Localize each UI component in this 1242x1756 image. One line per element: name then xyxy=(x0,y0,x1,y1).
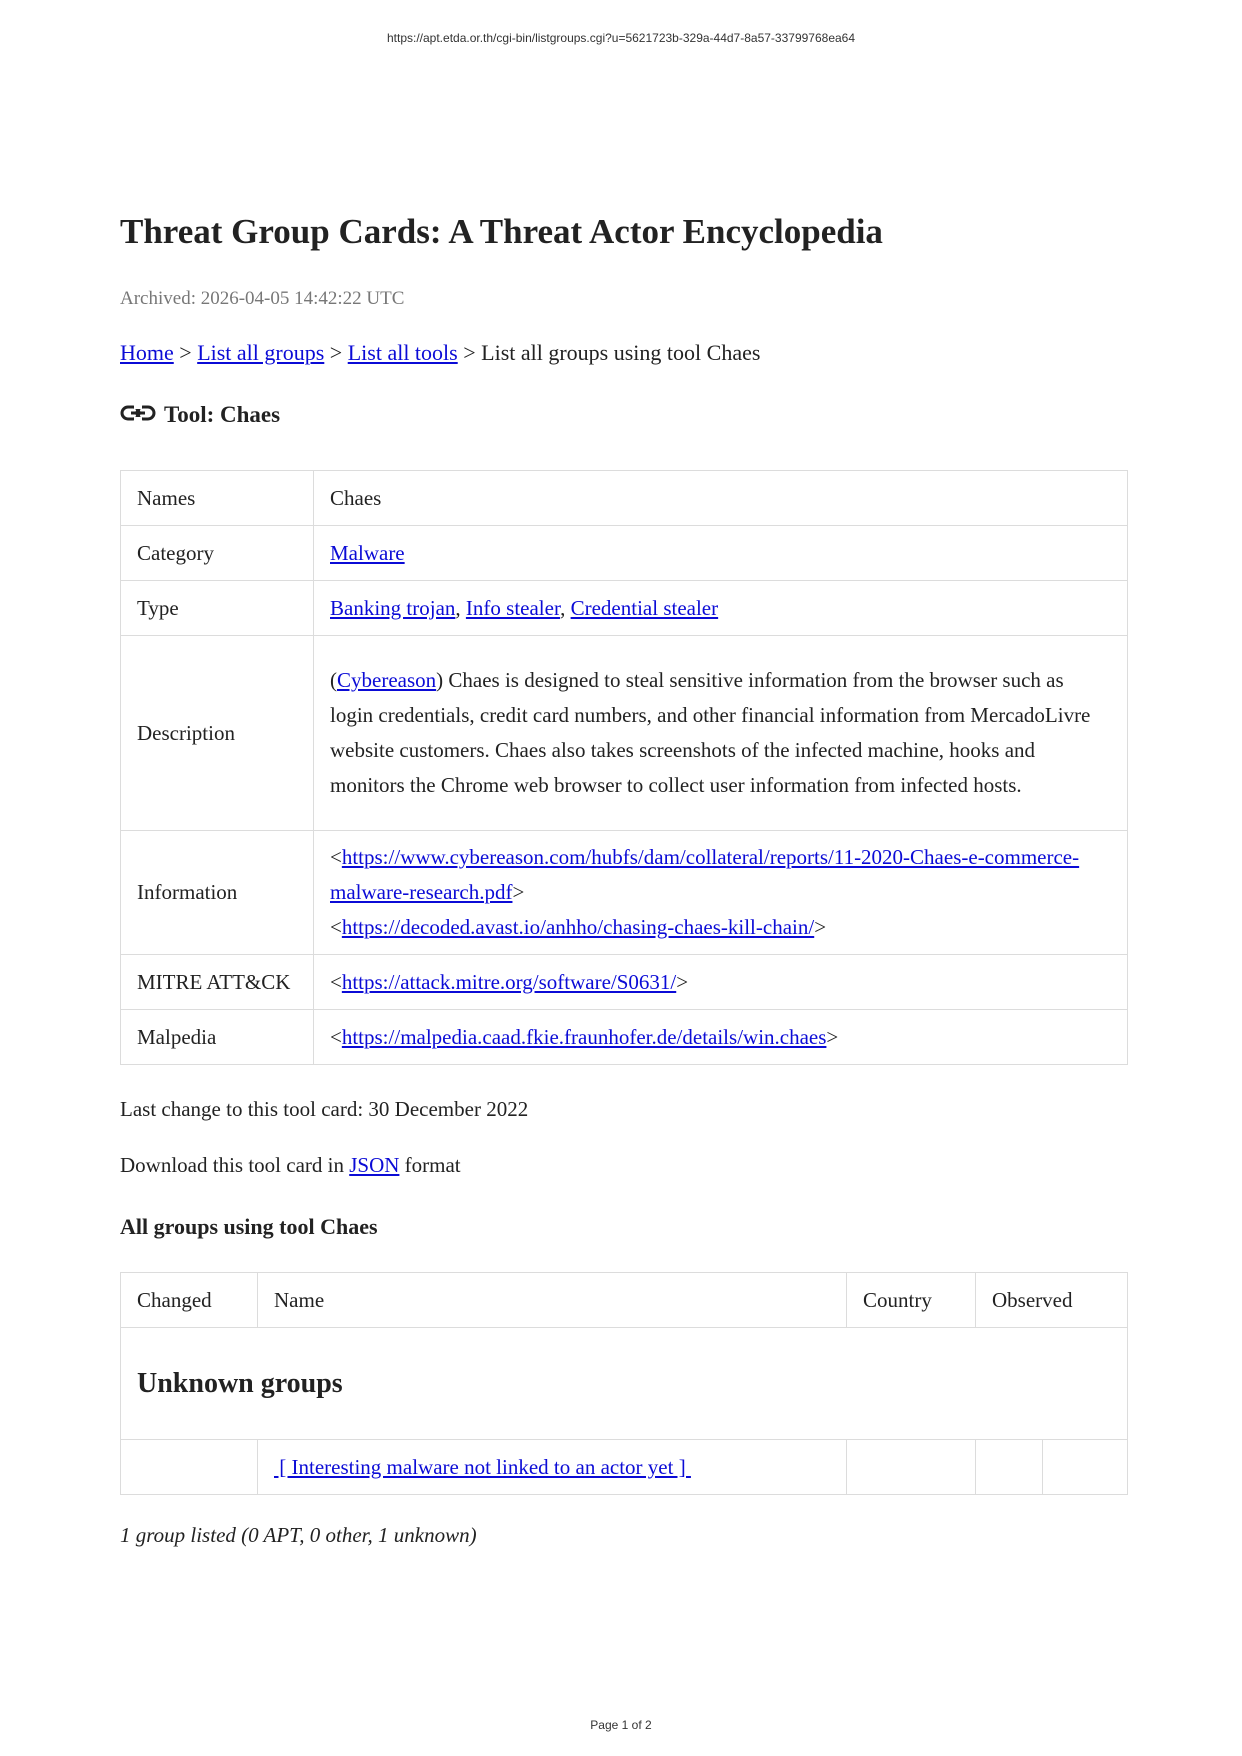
type-label: Type xyxy=(121,581,314,636)
category-value xyxy=(314,526,1128,581)
page-number-footer: Page 1 of 2 xyxy=(590,1718,652,1732)
table-row xyxy=(121,636,1128,831)
row-extra-cell xyxy=(1043,1440,1128,1495)
description-text: ) Chaes is designed to steal sensitive information from the browser such as login credentials, credit card numbers, and other financial information from MercadoLivre website customers. Chaes also takes screenshots of the infected machine, hooks and monitors the Chrome web browser to collect user information from infected hosts. xyxy=(330,668,1091,797)
download-line xyxy=(120,1153,461,1178)
header-changed: Changed xyxy=(121,1273,258,1328)
description-label: Description xyxy=(121,636,314,831)
last-change-text: Last change to this tool card: 30 December 2022 xyxy=(120,1097,529,1121)
mitre-value: <https://attack.mitre.org/software/S0631/> xyxy=(314,955,1128,1010)
table-row xyxy=(121,581,1128,636)
malpedia-link[interactable]: https://malpedia.caad.fkie.fraunhofer.de/details/win.chaes xyxy=(341,1024,827,1049)
malpedia-label: Malpedia xyxy=(121,1010,314,1065)
description-value: (Cybereason) Chaes is designed to steal sensitive information from the browser such as login credentials, credit card numbers, and other financial information from MercadoLivre website customers. Chaes also takes screenshots of the infected machine, hooks and monitors the Chrome web browser to collect user information from infected hosts. xyxy=(314,636,1128,831)
table-row xyxy=(121,471,1128,526)
tool-details-table xyxy=(120,470,1128,1065)
groups-summary: 1 group listed (0 APT, 0 other, 1 unknown) xyxy=(120,1523,477,1547)
information-value: <https://www.cybereason.com/hubfs/dam/collateral/reports/11-2020-Chaes-e-commerce-malware-research.pdf> <https://decoded.avast.io/anhho/chasing-chaes-kill-chain/> xyxy=(314,831,1128,955)
table-row xyxy=(121,526,1128,581)
groups-header-row xyxy=(121,1273,1128,1328)
type-separator: , xyxy=(455,595,466,620)
breadcrumb-list-groups-link[interactable]: List all groups xyxy=(197,340,325,365)
information-cybereason-link[interactable]: https://www.cybereason.com/hubfs/dam/collateral/reports/11-2020-Chaes-e-commerce-malware-research.pdf xyxy=(330,845,1080,904)
malpedia-value: <https://malpedia.caad.fkie.fraunhofer.de/details/win.chaes> xyxy=(314,1010,1128,1065)
table-row xyxy=(121,955,1128,1010)
section-row xyxy=(121,1328,1128,1440)
breadcrumb-separator: > xyxy=(457,340,482,365)
category-malware-link[interactable]: Malware xyxy=(330,540,405,565)
type-banking-trojan-link[interactable]: Banking trojan xyxy=(330,595,456,620)
section-unknown-groups: Unknown groups xyxy=(121,1328,1128,1440)
header-name: Name xyxy=(258,1273,847,1328)
mitre-link[interactable]: https://attack.mitre.org/software/S0631/ xyxy=(341,969,677,994)
table-row xyxy=(121,1010,1128,1065)
header-country: Country xyxy=(847,1273,976,1328)
download-suffix: format xyxy=(399,1153,461,1177)
breadcrumb-home-link[interactable]: Home xyxy=(120,340,174,365)
information-label: Information xyxy=(121,831,314,955)
row-name xyxy=(258,1440,847,1495)
table-row xyxy=(121,831,1128,955)
row-observed xyxy=(976,1440,1043,1495)
tool-heading xyxy=(120,402,280,428)
description-source-link[interactable]: Cybereason xyxy=(337,668,437,692)
print-url-header: https://apt.etda.or.th/cgi-bin/listgroups.cgi?u=5621723b-329a-44d7-8a57-33799768ea64 xyxy=(386,31,856,45)
breadcrumb xyxy=(120,340,760,366)
row-changed xyxy=(121,1440,258,1495)
tool-heading-text: Tool: Chaes xyxy=(164,402,281,427)
breadcrumb-list-tools-link[interactable]: List all tools xyxy=(347,340,458,365)
archived-timestamp: Archived: 2026-04-05 14:42:22 UTC xyxy=(120,288,405,309)
type-info-stealer-link[interactable]: Info stealer xyxy=(465,595,561,620)
breadcrumb-current: List all groups using tool Chaes xyxy=(481,340,761,365)
link-icon xyxy=(120,402,156,428)
groups-heading: All groups using tool Chaes xyxy=(120,1214,378,1239)
row-country xyxy=(847,1440,976,1495)
mitre-label: MITRE ATT&CK xyxy=(121,955,314,1010)
category-label: Category xyxy=(121,526,314,581)
breadcrumb-separator: > xyxy=(173,340,198,365)
type-credential-stealer-link[interactable]: Credential stealer xyxy=(570,595,719,620)
download-prefix: Download this tool card in xyxy=(120,1153,350,1177)
information-avast-link[interactable]: https://decoded.avast.io/anhho/chasing-chaes-kill-chain/ xyxy=(341,915,815,939)
breadcrumb-separator: > xyxy=(324,340,348,365)
names-value: Chaes xyxy=(314,471,1128,526)
page-title: Threat Group Cards: A Threat Actor Encyclopedia xyxy=(120,212,883,251)
groups-table xyxy=(120,1272,1128,1495)
interesting-malware-link[interactable]: [ Interesting malware not linked to an actor yet ] xyxy=(274,1454,691,1479)
type-separator: , xyxy=(560,595,571,620)
type-value xyxy=(314,581,1128,636)
names-label: Names xyxy=(121,471,314,526)
download-json-link[interactable]: JSON xyxy=(349,1153,400,1177)
table-row xyxy=(121,1440,1128,1495)
header-observed: Observed xyxy=(976,1273,1128,1328)
